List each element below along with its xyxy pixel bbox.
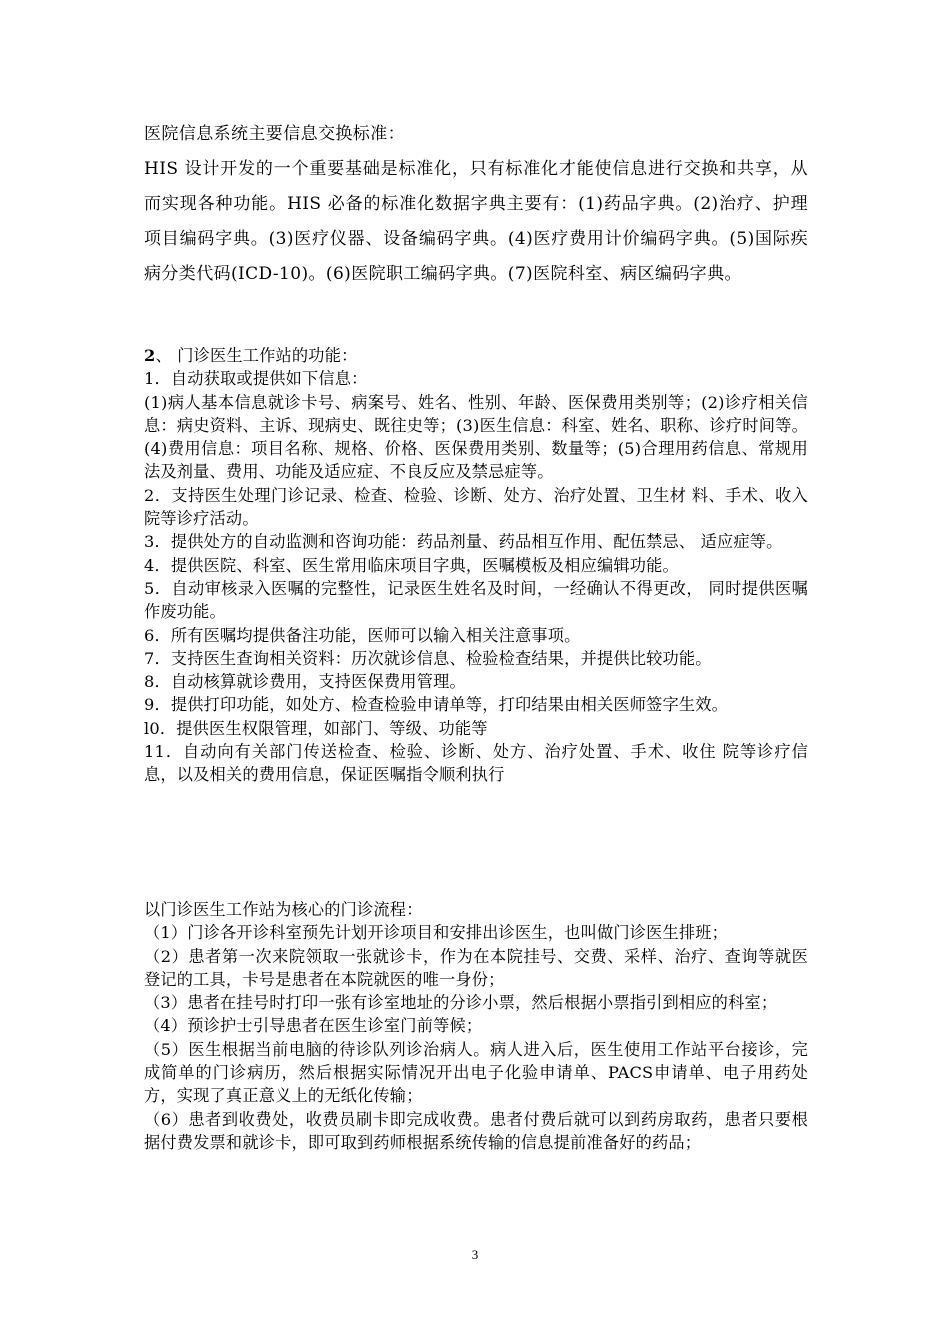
list-item: 5．自动审核录入医嘱的完整性，记录医生姓名及时间，一经确认不得更改， 同时提供医嘱作废功能。: [144, 578, 808, 622]
intro-body: HIS 设计开发的一个重要基础是标准化，只有标准化才能使信息进行交换和共享，从而实现各种功能。HIS 必备的标准化数据字典主要有：(1)药品字典。(2)治疗、护理项目编码字典。(3)医疗仪器、设备编码字典。(4)医疗费用计价编码字典。(5)国际疾病分类代码(ICD-10)。(6)医院职工编码字典。(7)医院科室、病区编码字典。: [144, 159, 808, 284]
section-2-number: 2: [144, 346, 156, 365]
section-2-title: 、 门诊医生工作站的功能：: [155, 346, 358, 365]
list-item: 4．提供医院、科室、医生常用临床项目字典，医嘱模板及相应编辑功能。: [144, 555, 679, 575]
list-item: 1．自动获取或提供如下信息：: [144, 369, 368, 389]
intro-heading: 医院信息系统主要信息交换标准：: [144, 124, 405, 144]
list-item: l0．提供医生权限管理，如部门、等级、功能等: [144, 718, 488, 738]
list-item: (1)病人基本信息就诊卡号、病案号、姓名、性别、年龄、医保费用类别等；(2)诊疗相关信息：病史资料、主诉、现病史、既往史等；(3)医生信息：科室、姓名、职称、诊疗时间等。(4)费用信息：项目名称、规格、价格、医保费用类别、数量等；(5)合理用药信息、常规用法及剂量、费用、功能及适应症、不良反应及禁忌症等。: [144, 392, 808, 482]
list-item: 6．所有医嘱均提供备注功能，医师可以输入相关注意事项。: [144, 625, 581, 645]
flow-step: （2）患者第一次来院领取一张就诊卡，作为在本院挂号、交费、采样、治疗、查询等就医登记的工具，卡号是患者在本院就医的唯一身份；: [144, 946, 808, 989]
list-item: 2．支持医生处理门诊记录、检查、检验、诊断、处方、治疗处置、卫生材 料、手术、收入院等诊疗活动。: [144, 485, 808, 529]
flow-step: （6）患者到收费处，收费员刷卡即完成收费。患者付费后就可以到药房取药，患者只要根据付费发票和就诊卡，即可取到药师根据系统传输的信息提前准备好的药品；: [144, 1109, 808, 1152]
list-item: 7．支持医生查询相关资料：历次就诊信息、检验检查结果，并提供比较功能。: [144, 648, 712, 668]
flow-step: （4）预诊护士引导患者在医生诊室门前等候；: [144, 1016, 483, 1036]
flow-step: （3）患者在挂号时打印一张有诊室地址的分诊小票，然后根据小票指引到相应的科室；: [144, 993, 778, 1013]
list-item: 9．提供打印功能，如处方、检查检验申请单等，打印结果由相关医师签字生效。: [144, 695, 729, 715]
section-2-heading: [144, 344, 808, 367]
flow-step: （1）门诊各开诊科室预先计划开诊项目和安排出诊医生，也叫做门诊医生排班；: [144, 923, 729, 943]
flow-step: （5）医生根据当前电脑的待诊队列诊治病人。病人进入后，医生使用工作站平台接诊，完成简单的门诊病历，然后根据实际情况开出电子化验申请单、PACS申请单、电子用药处方，实现了真正意义上的无纸化传输；: [144, 1039, 808, 1106]
list-item: 11．自动向有关部门传送检查、检验、诊断、处方、治疗处置、手术、收住 院等诊疗信息，以及相关的费用信息，保证医嘱指令顺利执行: [144, 742, 808, 785]
page-number: 3: [471, 1247, 479, 1262]
outpatient-flow-section: [144, 898, 808, 1154]
list-item: 8．自动核算就诊费用，支持医保费用管理。: [144, 672, 466, 692]
flow-heading: 以门诊医生工作站为核心的门诊流程：: [144, 900, 423, 919]
section-2: [144, 344, 808, 787]
list-item: 3．提供处方的自动监测和咨询功能：药品剂量、药品相互作用、配伍禁忌、 适应症等。: [144, 532, 783, 552]
intro-section: [144, 117, 808, 292]
